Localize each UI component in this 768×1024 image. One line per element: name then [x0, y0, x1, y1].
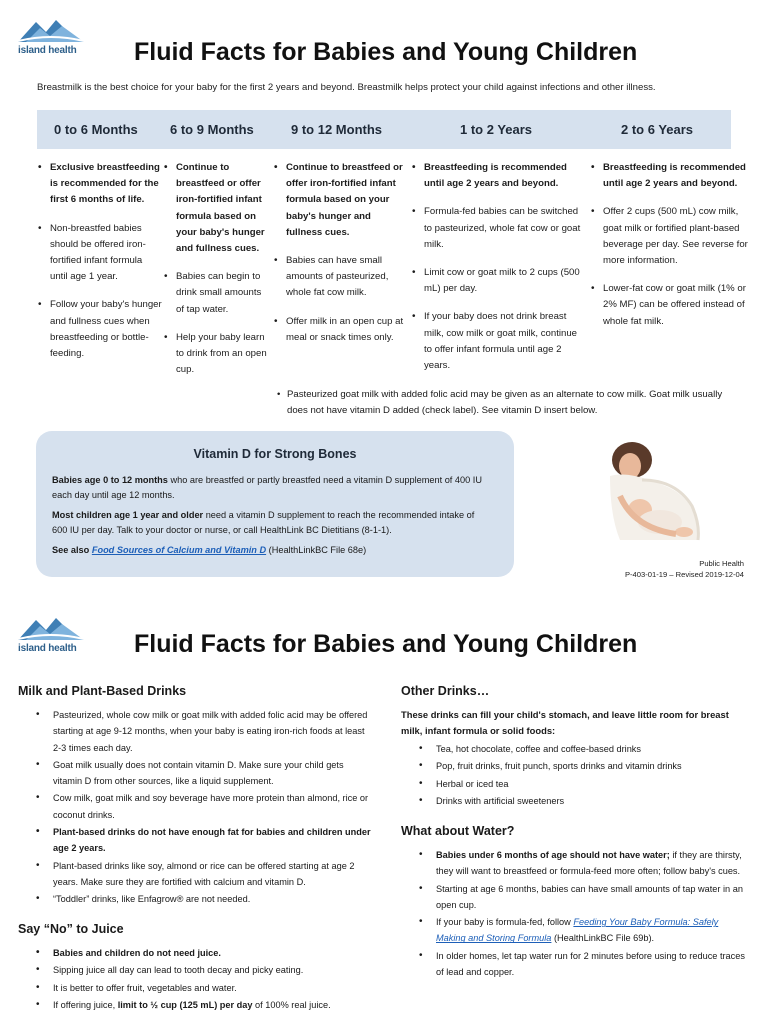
age-heading-6-9: 6 to 9 Months: [170, 122, 254, 137]
list-item: • Continue to breastfeed or offer iron-fortified infant formula based on your baby's hunger and fullness cues.: [274, 160, 408, 241]
list-item: • Tea, hot chocolate, coffee and coffee-based drinks: [419, 741, 749, 757]
water-section-heading: What about Water?: [401, 824, 515, 838]
logo-text: island health: [18, 643, 77, 654]
list-item: • Limit cow or goat milk to 2 cups (500 mL) per day.: [412, 265, 582, 297]
list-item: • Non-breastfed babies should be offered iron-fortified infant formula until age 1 year.: [38, 221, 162, 286]
age-heading-0-6: 0 to 6 Months: [54, 122, 138, 137]
list-item: • Follow your baby's hunger and fullness cues when breastfeeding or bottle-feeding.: [38, 297, 162, 362]
list-item: [36, 997, 376, 1013]
mother-baby-photo: [580, 436, 714, 548]
footer-department: Public Health: [699, 559, 744, 568]
column-2-6-years: [591, 160, 757, 342]
vitamin-d-p1-bold: Babies age 0 to 12 months: [52, 475, 168, 485]
page-two: [0, 600, 768, 1024]
juice-limit-suffix: of 100% real juice.: [252, 999, 331, 1010]
juice-limit-prefix: If offering juice,: [53, 999, 118, 1010]
island-health-logo: [18, 16, 88, 64]
list-item: • Exclusive breastfeeding is recommended for the first 6 months of life.: [38, 160, 162, 209]
vitamin-d-paragraph-2: [52, 508, 492, 538]
list-item: • Lower-fat cow or goat milk (1% or 2% MF) can be offered instead of whole fat milk.: [591, 281, 757, 330]
column-1-2-years: [412, 160, 582, 386]
vitamin-d-paragraph-3: [52, 543, 492, 558]
logo-text: island health: [18, 45, 77, 56]
footer-info: [625, 558, 744, 580]
list-item: • It is better to offer fruit, vegetables and water.: [36, 980, 376, 996]
mountain-logo-icon: [18, 16, 84, 44]
other-drinks-heading: Other Drinks…: [401, 684, 490, 698]
list-item: • Babies can begin to drink small amounts of tap water.: [164, 269, 268, 318]
list-item: • Offer 2 cups (500 mL) cow milk, goat milk or fortified plant-based beverage per day. See reverse for more information.: [591, 204, 757, 269]
mountain-logo-icon: [18, 614, 84, 642]
list-item: • Sipping juice all day can lead to tooth decay and picky eating.: [36, 962, 376, 978]
age-heading-1-2-years: 1 to 2 Years: [460, 122, 533, 137]
list-item: • Drinks with artificial sweeteners: [419, 793, 749, 809]
other-drinks-intro: These drinks can fill your child's stomach, and leave little room for breast milk, infant formula or solid foods:: [401, 709, 729, 736]
vitamin-d-p2-bold: Most children age 1 year and older: [52, 510, 204, 520]
list-item: • Starting at age 6 months, babies can have small amounts of tap water in an open cup.: [419, 881, 749, 914]
vitamin-d-box: [36, 431, 514, 577]
list-item: • Breastfeeding is recommended until age 2 years and beyond.: [591, 160, 757, 192]
column-6-9-months: [164, 160, 268, 390]
column-0-6-months: [38, 160, 162, 374]
list-item: • Formula-fed babies can be switched to pasteurized, whole fat cow or goat milk.: [412, 204, 582, 253]
milk-section-heading: Milk and Plant-Based Drinks: [18, 684, 187, 698]
vitamin-d-p2-rest: need a vitamin D supplement to reach the recommended intake of 600 IU per day. Talk to your doctor or nurse, or call HealthLink BC Dietitians (8-1-1).: [52, 510, 475, 535]
list-item: • Pop, fruit drinks, fruit punch, sports drinks and vitamin drinks: [419, 758, 749, 774]
see-also-suffix: (HealthLinkBC File 68e): [266, 545, 367, 555]
water-list: [419, 847, 749, 981]
list-item: • Goat milk usually does not contain vitamin D. Make sure your child gets vitamin D from other sources, like a liquid supplement.: [36, 757, 374, 790]
page-title: Fluid Facts for Babies and Young Children: [134, 630, 638, 658]
vitamin-d-paragraph-1: [52, 473, 492, 503]
age-heading-2-6-years: 2 to 6 Years: [621, 122, 694, 137]
list-item: [419, 847, 749, 880]
other-drinks-list: [419, 741, 749, 810]
juice-limit-bold: limit to ½ cup (125 mL) per day: [117, 999, 253, 1010]
list-item: • In older homes, let tap water run for 2 minutes before using to reduce traces of lead and copper.: [419, 948, 749, 981]
list-item: • Herbal or iced tea: [419, 776, 749, 792]
list-item: • Babies can have small amounts of pasteurized, whole fat cow milk.: [274, 253, 408, 302]
list-item: [419, 914, 749, 947]
footer-document-code: P-403-01-19 – Revised 2019-12-04: [624, 570, 744, 579]
list-item: • Pasteurized goat milk with added folic acid may be given as an alternate to cow milk. Goat milk usually does not have vitamin D added (check label). See vitamin D insert below.: [277, 387, 737, 419]
list-item: • Help your baby learn to drink from an open cup.: [164, 330, 268, 379]
list-item: • Babies and children do not need juice.: [36, 945, 376, 961]
goat-milk-note: [277, 387, 737, 419]
vitamin-d-p1-rest: who are breastfed or partly breastfed need a vitamin D supplement of 400 IU each day until age 12 months.: [52, 475, 482, 500]
water-under-6-rest: if they are thirsty, they will want to breastfeed or formula-feed more often; follow baby's cues.: [436, 850, 742, 877]
calcium-vitamin-d-link[interactable]: Food Sources of Calcium and Vitamin D: [91, 545, 267, 555]
age-heading-9-12: 9 to 12 Months: [291, 122, 383, 137]
vitamin-d-title: Vitamin D for Strong Bones: [193, 447, 357, 461]
page-title: Fluid Facts for Babies and Young Children: [134, 38, 638, 66]
list-item: • Breastfeeding is recommended until age 2 years and beyond.: [412, 160, 582, 192]
list-item: • Plant-based drinks like soy, almond or rice can be offered starting at age 2 years. Make sure they are fortified with calcium and vitamin D.: [36, 858, 374, 891]
formula-suffix: (HealthLinkBC File 69b).: [551, 933, 655, 944]
formula-prefix: If your baby is formula-fed, follow: [436, 917, 574, 928]
island-health-logo: [18, 614, 88, 662]
list-item: • Cow milk, goat milk and soy beverage have more protein than almond, rice or coconut drinks.: [36, 790, 374, 823]
water-under-6-bold: Babies under 6 months of age should not have water;: [436, 850, 670, 860]
juice-list: [36, 945, 376, 1014]
list-item: • Offer milk in an open cup at meal or snack times only.: [274, 314, 408, 346]
list-item: • Plant-based drinks do not have enough fat for babies and children under age 2 years.: [36, 824, 374, 857]
milk-list: [36, 707, 374, 909]
list-item: • If your baby does not drink breast milk, cow milk or goat milk, continue to offer infant formula until age 2 years.: [412, 309, 582, 374]
list-item: • Continue to breastfeed or offer iron-fortified infant formula based on your baby's hunger and fullness cues.: [164, 160, 268, 257]
list-item: • Pasteurized, whole cow milk or goat milk with added folic acid may be offered starting at age 9-12 months, when your baby is eating iron-rich foods at least 2-3 times each day.: [36, 707, 374, 756]
see-also-prefix: See also: [52, 545, 92, 555]
age-group-header-bar: [37, 110, 731, 149]
list-item: • “Toddler” drinks, like Enfagrow® are not needed.: [36, 891, 374, 907]
juice-section-heading: Say “No” to Juice: [18, 922, 124, 936]
feeding-formula-link[interactable]: Feeding Your Baby Formula: Safely Making and Storing Formula: [436, 917, 719, 944]
column-9-12-months: [274, 160, 408, 358]
intro-text: Breastmilk is the best choice for your baby for the first 2 years and beyond. Breastmilk helps protect your child against infections and other illness.: [37, 82, 656, 93]
